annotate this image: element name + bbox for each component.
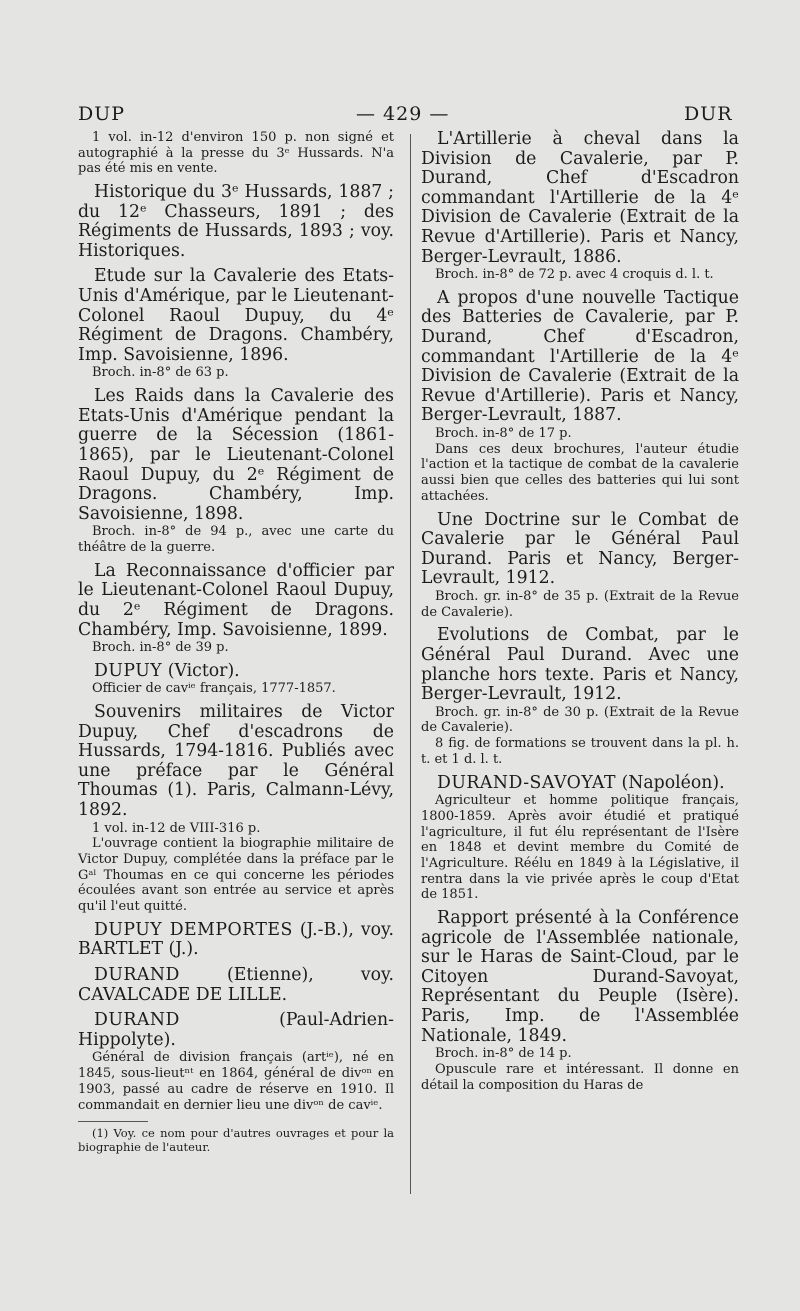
work-title: L'Artillerie à cheval dans la Division de Cavalerie, par P. Durand, Chef d'Escadron commandant l'Artillerie de la 4ᵉ Division de Cavalerie (Extrait de la Revue d'Artillerie). Paris et Nancy, Berger-Levrault, 1886.: [421, 129, 739, 267]
author-name: DURAND: [94, 965, 180, 986]
footnote: (1) Voy. ce nom pour d'autres ouvrages et pour la biographie de l'auteur.: [78, 1126, 394, 1155]
work-note: Broch. gr. in-8° de 35 p. (Extrait de la Revue de Cavalerie).: [421, 588, 739, 620]
work-note: Dans ces deux brochures, l'auteur étudie l'action et la tactique de combat de la cavalerie aussi bien que celles des batteries qui lui sont attachées.: [421, 441, 739, 504]
work-title: Souvenirs militaires de Victor Dupuy, Chef d'escadrons de Hussards, 1794-1816. Publiés avec une préface par le Général Thoumas (1). Paris, Calmann-Lévy, 1892.: [78, 702, 394, 821]
work-title: Historique du 3ᵉ Hussards, 1887 ; du 12ᵉ Chasseurs, 1891 ; des Régiments de Hussards, 1893 ; voy. Historiques.: [78, 182, 394, 261]
author-detail: (Etienne), voy. CAVALCADE DE LILLE.: [78, 965, 394, 1005]
work-title: Les Raids dans la Cavalerie des Etats-Unis d'Amérique pendant la guerre de la Sécession (1861-1865), par le Lieutenant-Colonel Raoul Dupuy, du 2ᵉ Régiment de Dragons. Chambéry, Imp. Savoisienne, 1898.: [78, 386, 394, 524]
entry-heading: [78, 662, 394, 682]
running-head-left: DUP: [78, 103, 126, 125]
footnote-rule: [78, 1121, 148, 1122]
work-title: A propos d'une nouvelle Tactique des Batteries de Cavalerie, par P. Durand, Chef d'Escadron, commandant l'Artillerie de la 4ᵉ Division de Cavalerie (Extrait de la Revue d'Artillerie). Paris et Nancy, Berger-Levrault, 1887.: [421, 287, 739, 426]
entry-heading: [78, 921, 394, 960]
author-name: DUPUY DEMPORTES: [94, 919, 293, 940]
work-note: 1 vol. in-12 d'environ 150 p. non signé et autographié à la presse du 3ᵉ Hussards. N'a pas été mis en vente.: [78, 130, 394, 177]
work-title: La Reconnaissance d'officier par le Lieutenant-Colonel Raoul Dupuy, du 2ᵉ Régiment de Dragons. Chambéry, Imp. Savoisienne, 1899.: [78, 560, 394, 640]
work-note: Broch. in-8° de 94 p., avec une carte du théâtre de la guerre.: [78, 524, 394, 556]
author-detail: (J.-B.), voy. BARTLET (J.).: [78, 919, 395, 960]
entry-heading: [78, 966, 394, 1005]
author-name: DUPUY: [94, 660, 163, 681]
work-note: Général de division français (artⁱᵉ), né en 1845, sous-lieutⁿᵗ en 1864, général de divᵒⁿ en 1903, passé au cadre de réserve en 1910. Il commandait en dernier lieu une divᵒⁿ de cavⁱᵉ.: [78, 1050, 394, 1113]
right-column: [421, 130, 739, 1093]
work-note: Broch. in-8° de 39 p.: [92, 640, 229, 656]
author-detail: (Paul-Adrien-Hippolyte).: [78, 1010, 394, 1050]
work-note: 1 vol. in-12 de VIII-316 p.: [92, 820, 261, 836]
work-title: Une Doctrine sur le Combat de Cavalerie par le Général Paul Durand. Paris et Nancy, Berger-Levrault, 1912.: [421, 509, 739, 589]
page-number: — 429 —: [356, 103, 450, 125]
work-note: Opuscule rare et intéressant. Il donne en détail la composition du Haras de: [421, 1061, 739, 1093]
work-note: Broch. in-8° de 63 p.: [92, 365, 229, 381]
right-entries: [421, 130, 739, 1093]
left-entries: [78, 130, 394, 1113]
entry-heading: [421, 774, 739, 794]
running-head-right: DUR: [684, 103, 733, 125]
work-note: L'ouvrage contient la biographie militaire de Victor Dupuy, complétée dans la préface par le Gᵃˡ Thoumas en ce qui concerne les périodes écoulées avant son entrée au service et après qu'il l'eut quitté.: [78, 836, 394, 915]
work-note: Broch. in-8° de 17 p.: [435, 426, 572, 442]
author-detail: (Napoléon).: [615, 772, 725, 793]
left-column: [78, 130, 394, 1154]
author-name: DURAND: [94, 1010, 180, 1031]
work-title: Rapport présenté à la Conférence agricole de l'Assemblée nationale, sur le Haras de Saint-Cloud, par le Citoyen Durand-Savoyat, Représentant du Peuple (Isère). Paris, Imp. de l'Assemblée Nationale, 1849.: [421, 908, 739, 1046]
work-title: Etude sur la Cavalerie des Etats-Unis d'Amérique, par le Lieutenant-Colonel Raoul Dupuy, du 4ᵉ Régiment de Dragons. Chambéry, Imp. Savoisienne, 1896.: [78, 266, 394, 365]
work-note: Broch. gr. in-8° de 30 p. (Extrait de la Revue de Cavalerie).: [421, 704, 739, 736]
author-detail: (Victor).: [162, 660, 240, 681]
entry-heading: [78, 1011, 394, 1050]
work-note: Broch. in-8° de 72 p. avec 4 croquis d. l. t.: [435, 267, 714, 283]
work-note: Agriculteur et homme politique français, 1800-1859. Après avoir étudié et pratiqué l'agriculture, il fut élu représentant de l'Isère en 1848 et devint membre du Comité de l'Agriculture. Réélu en 1849 à la Législative, il rentra dans la vie privée après le coup d'Etat de 1851.: [421, 793, 739, 903]
work-note: Broch. in-8° de 14 p.: [435, 1046, 572, 1062]
work-note: Officier de cavⁱᵉ français, 1777-1857.: [92, 681, 336, 697]
column-divider: [410, 134, 411, 1194]
work-title: Evolutions de Combat, par le Général Paul Durand. Avec une planche hors texte. Paris et Nancy, Berger-Levrault, 1912.: [421, 625, 739, 705]
author-name: DURAND-SAVOYAT: [437, 772, 616, 793]
work-note: 8 fig. de formations se trouvent dans la pl. h. t. et 1 d. l. t.: [421, 736, 739, 767]
